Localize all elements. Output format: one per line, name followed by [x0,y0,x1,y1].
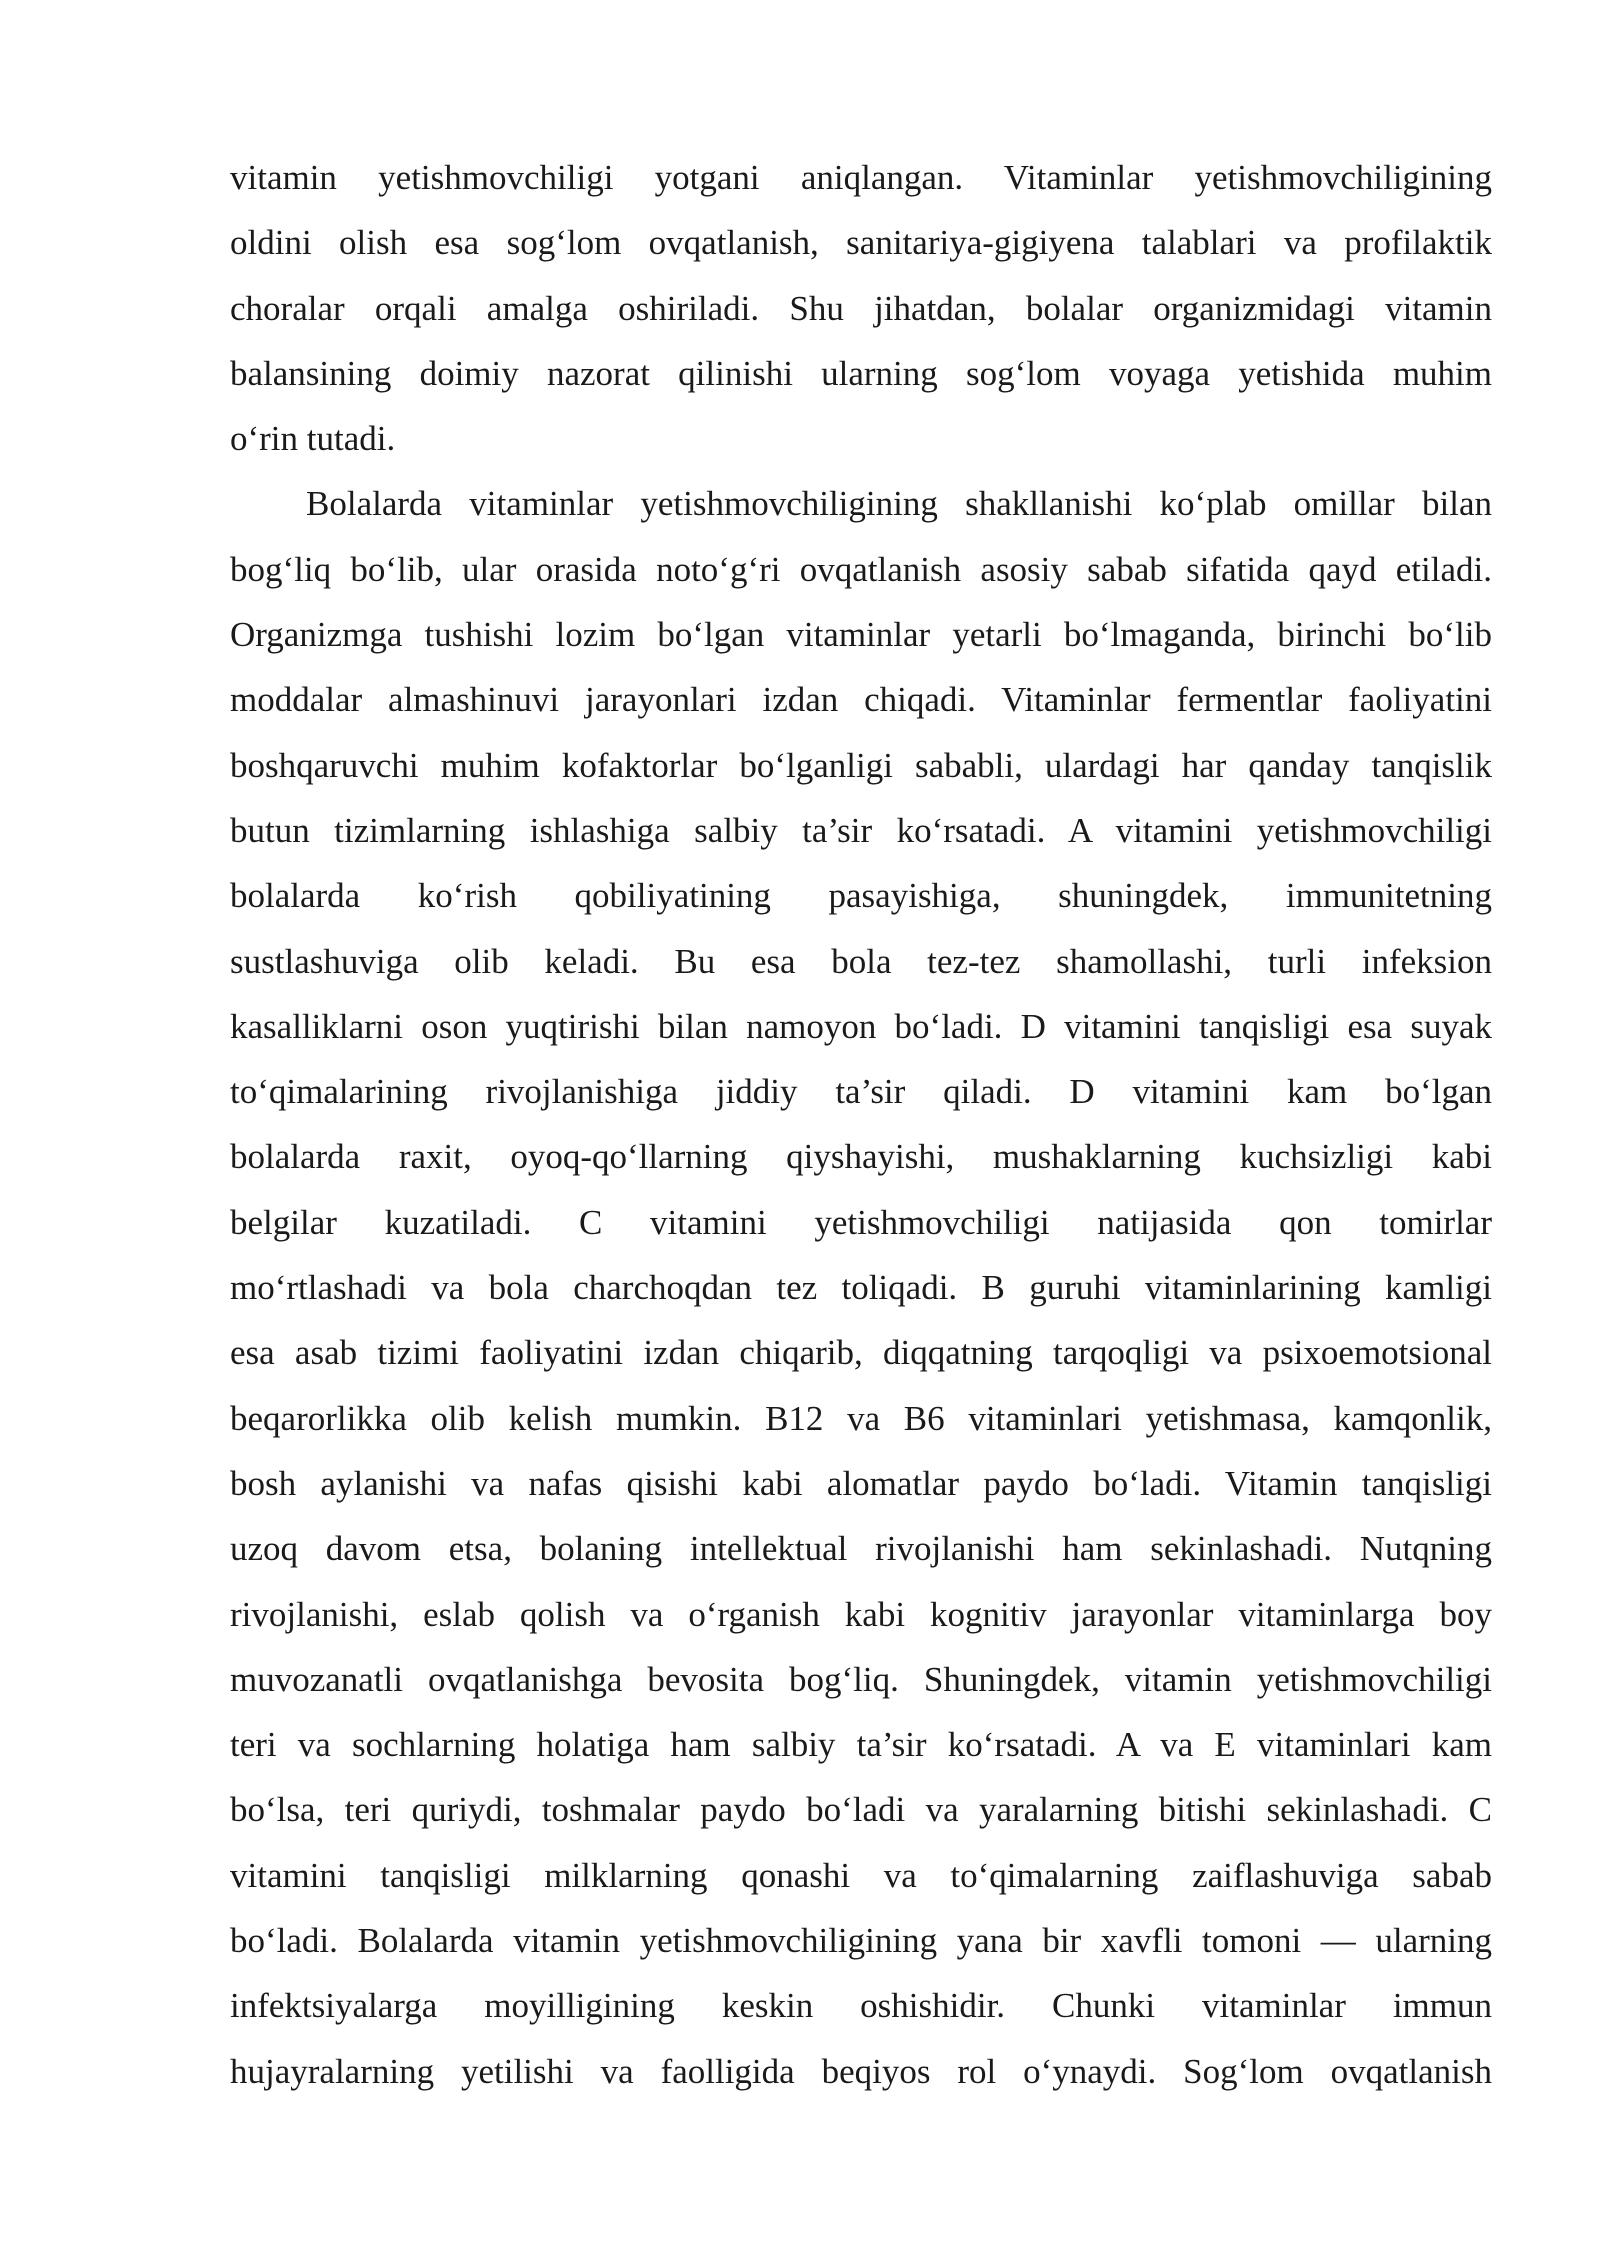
text-line: butun tizimlarning ishlashiga salbiy ta’sir ko‘rsatadi. A vitamini yetishmovchiligi [230,810,1492,850]
text-line: bo‘ladi. Bolalarda vitamin yetishmovchiligining yana bir xavfli tomoni — ularning [230,1921,1492,1961]
text-line: balansining doimiy nazorat qilinishi ularning sog‘lom voyaga yetishida muhim [230,353,1492,393]
text-line: kasalliklarni oson yuqtirishi bilan namoyon bo‘ladi. D vitamini tanqisligi esa suyak [230,1006,1492,1046]
text-line: moddalar almashinuvi jarayonlari izdan chiqadi. Vitaminlar fermentlar faoliyatini [230,680,1492,720]
body-text [230,145,1492,2104]
text-line: o‘rin tutadi. [230,419,396,459]
text-line: belgilar kuzatiladi. C vitamini yetishmovchiligi natijasida qon tomirlar [230,1202,1492,1242]
text-line: to‘qimalarining rivojlanishiga jiddiy ta’sir qiladi. D vitamini kam bo‘lgan [230,1072,1492,1112]
text-line: bolalarda ko‘rish qobiliyatining pasayishiga, shuningdek, immunitetning [230,876,1492,916]
text-line: bosh aylanishi va nafas qisishi kabi alomatlar paydo bo‘ladi. Vitamin tanqisligi [230,1463,1492,1503]
text-line: vitamin yetishmovchiligi yotgani aniqlangan. Vitaminlar yetishmovchiligining [230,158,1492,197]
text-line: sustlashuviga olib keladi. Bu esa bola tez-tez shamollashi, turli infeksion [230,941,1492,981]
text-line: infektsiyalarga moyilligining keskin oshishidir. Chunki vitaminlar immun [230,1986,1492,2026]
text-line: teri va sochlarning holatiga ham salbiy ta’sir ko‘rsatadi. A va E vitaminlari kam [230,1725,1492,1765]
text-line: muvozanatli ovqatlanishga bevosita bog‘liq. Shuningdek, vitamin yetishmovchiligi [230,1659,1492,1699]
text-line: rivojlanishi, eslab qolish va o‘rganish kabi kognitiv jarayonlar vitaminlarga boy [230,1594,1492,1634]
text-line: esa asab tizimi faoliyatini izdan chiqarib, diqqatning tarqoqligi va psixoemotsional [230,1333,1492,1373]
text-line: bolalarda raxit, oyoq-qo‘llarning qiyshayishi, mushaklarning kuchsizligi kabi [230,1137,1492,1177]
text-line: Organizmga tushishi lozim bo‘lgan vitaminlar yetarli bo‘lmaganda, birinchi bo‘lib [230,615,1492,655]
text-line: bog‘liq bo‘lib, ular orasida noto‘g‘ri ovqatlanish asosiy sabab sifatida qayd etiladi. [230,549,1492,589]
text-line: bo‘lsa, teri quriydi, toshmalar paydo bo‘ladi va yaralarning bitishi sekinlashadi. C [230,1790,1492,1830]
text-line: vitamini tanqisligi milklarning qonashi va to‘qimalarning zaiflashuviga sabab [230,1855,1492,1895]
text-line: uzoq davom etsa, bolaning intellektual rivojlanishi ham sekinlashadi. Nutqning [230,1529,1492,1569]
text-line: beqarorlikka olib kelish mumkin. B12 va B6 vitaminlari yetishmasa, kamqonlik, [230,1398,1492,1438]
text-line: hujayralarning yetilishi va faolligida beqiyos rol o‘ynaydi. Sog‘lom ovqatlanish [230,2051,1492,2091]
text-line: oldini olish esa sog‘lom ovqatlanish, sanitariya-gigiyena talablari va profilaktik [230,223,1492,263]
text-line: boshqaruvchi muhim kofaktorlar bo‘lganligi sababli, ulardagi har qanday tanqislik [230,745,1492,785]
text-line: choralar orqali amalga oshiriladi. Shu jihatdan, bolalar organizmidagi vitamin [230,288,1492,328]
text-line: mo‘rtlashadi va bola charchoqdan tez toliqadi. B guruhi vitaminlarining kamligi [230,1268,1492,1308]
paragraph-first-line: Bolalarda vitaminlar yetishmovchiligining shakllanishi ko‘plab omillar bilan [306,484,1492,524]
